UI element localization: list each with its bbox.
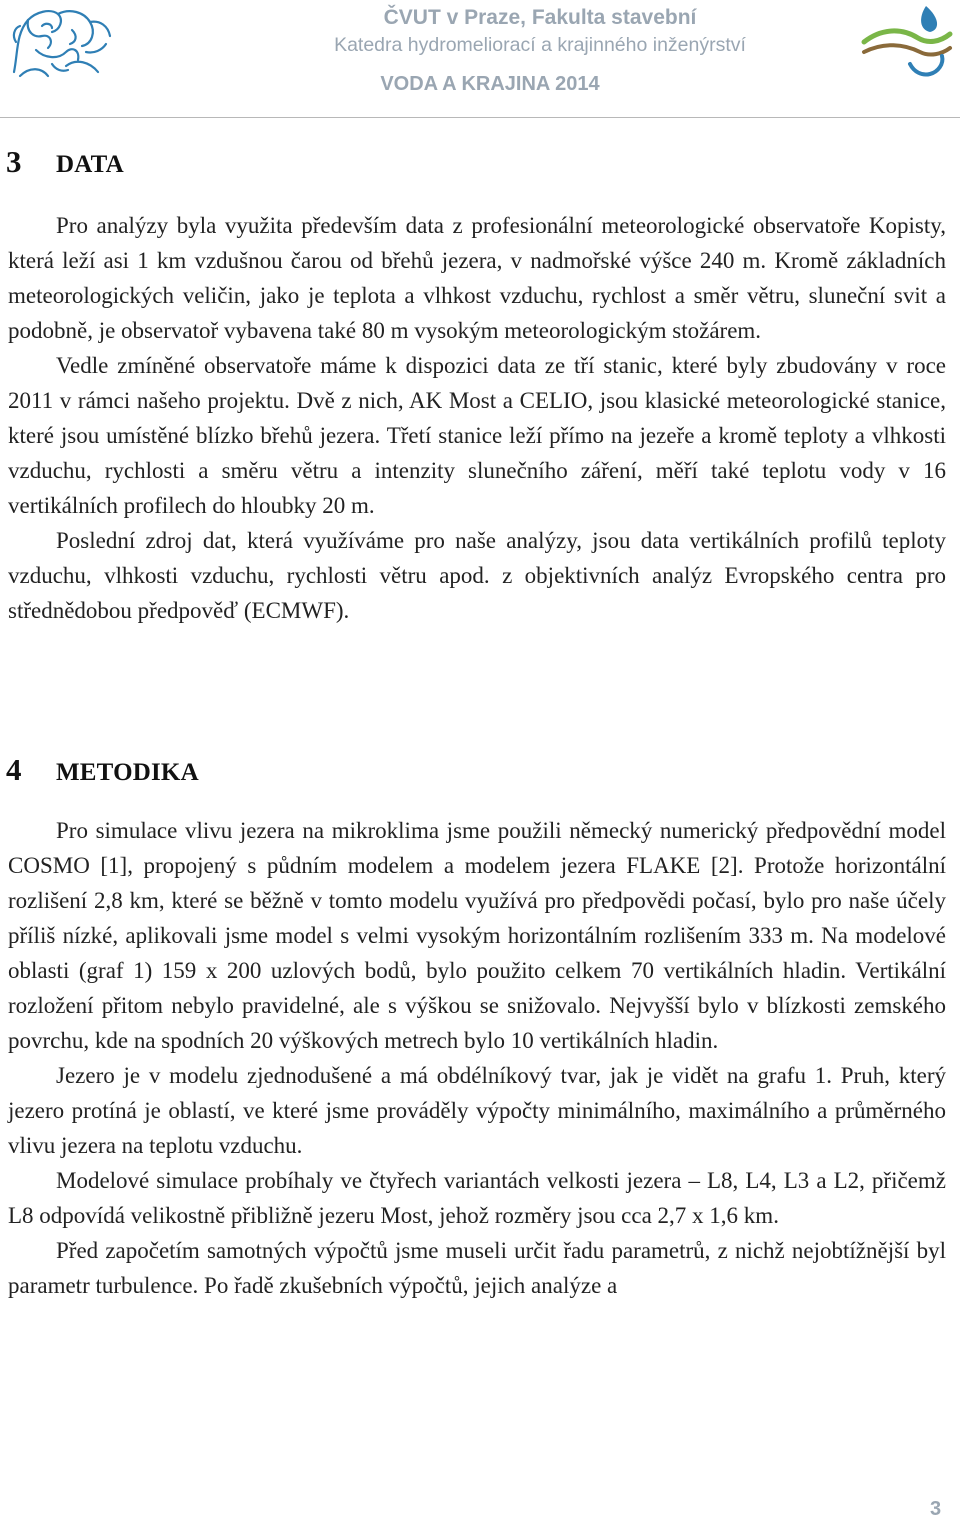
paragraph: Pro simulace vlivu jezera na mikroklima jsme použili německý numerický předpovědní model COSMO [1], propojený s půdním modelem a modelem jezera FLAKE [2]. Protože horizontální rozlišení 2,8 km, které se běžně v tomto modelu využívá pro předpovědi počasí, bylo pro naše účely příliš nízké, aplikovali jsme model s velmi vysokým horizontálním rozlišením 333 m. Na modelové oblasti (graf 1) 159 x 200 uzlových bodů, bylo použito celkem 70 vertikálních hladin. Vertikální rozložení přitom nebylo pravidelné, ale s výškou se snižovalo. Nejvyšší bylo v blízkosti zemského povrchu, kde na spodních 20 výškových metrech bylo 10 vertikálních hladin. bbox=[8, 818, 946, 1053]
section-body-data bbox=[8, 208, 946, 628]
header-event: VODA A KRAJINA 2014 bbox=[380, 73, 600, 95]
paragraph: Pro analýzy byla využita především data z profesionální meteorologické observatoře Kopisty, která leží asi 1 km vzdušnou čarou od břehů jezera, v nadmořské výšce 240 m. Kromě základních meteorologických veličin, jako je teplota a vlhkost vzduchu, rychlost a směr větru, sluneční svit a podobně, je observatoř vybavena také 80 m vysokým meteorologickým stožárem. bbox=[8, 213, 946, 343]
section-title: METODIKA bbox=[56, 759, 199, 786]
header-department: Katedra hydromeliorací a krajinného inženýrství bbox=[334, 34, 746, 56]
section-heading-metodika bbox=[6, 752, 199, 788]
cvut-lion-logo-icon bbox=[6, 2, 116, 84]
section-number: 4 bbox=[6, 752, 22, 787]
section-number: 3 bbox=[6, 144, 22, 179]
header-institution: ČVUT v Praze, Fakulta stavební bbox=[383, 6, 697, 29]
paragraph: Modelové simulace probíhaly ve čtyřech variantách velkosti jezera – L8, L4, L3 a L2, přičemž L8 odpovídá velikostně přibližně jezeru Most, jehož rozměry jsou cca 2,7 x 1,6 km. bbox=[8, 1168, 946, 1228]
paragraph: Poslední zdroj dat, která využíváme pro naše analýzy, jsou data vertikálních profilů teploty vzduchu, vlhkosti vzduchu, rychlosti větru apod. z objektivních analýz Evropského centra pro střednědobou předpověď (ECMWF). bbox=[8, 528, 946, 623]
paragraph: Jezero je v modelu zjednodušené a má obdélníkový tvar, jak je vidět na grafu 1. Pruh, který jezero protíná je oblastí, ve které jsme prováděly výpočty minimálního, maximálního a průměrného vlivu jezera na teplotu vzduchu. bbox=[8, 1063, 946, 1158]
header-divider bbox=[0, 117, 960, 118]
section-heading-data bbox=[6, 144, 124, 180]
water-landscape-logo-icon bbox=[858, 2, 954, 80]
paragraph: Vedle zmíněné observatoře máme k dispozici data ze tří stanic, které byly zbudovány v roce 2011 v rámci našeho projektu. Dvě z nich, AK Most a CELIO, jsou klasické meteorologické stanice, které jsou umístěné blízko břehů jezera. Třetí stanice leží přímo na jezeře a kromě teploty a vlhkosti vzduchu, rychlosti a směru větru a intenzity slunečního záření, měří také teplotu vody v 16 vertikálních profilech do hloubky 20 m. bbox=[8, 353, 946, 518]
page-number: 3 bbox=[930, 1498, 942, 1520]
section-body-metodika bbox=[8, 813, 946, 1303]
section-title: DATA bbox=[56, 151, 124, 178]
paragraph: Před započetím samotných výpočtů jsme museli určit řadu parametrů, z nichž nejobtížnější byl parametr turbulence. Po řadě zkušebních výpočtů, jejich analýze a bbox=[8, 1238, 946, 1298]
